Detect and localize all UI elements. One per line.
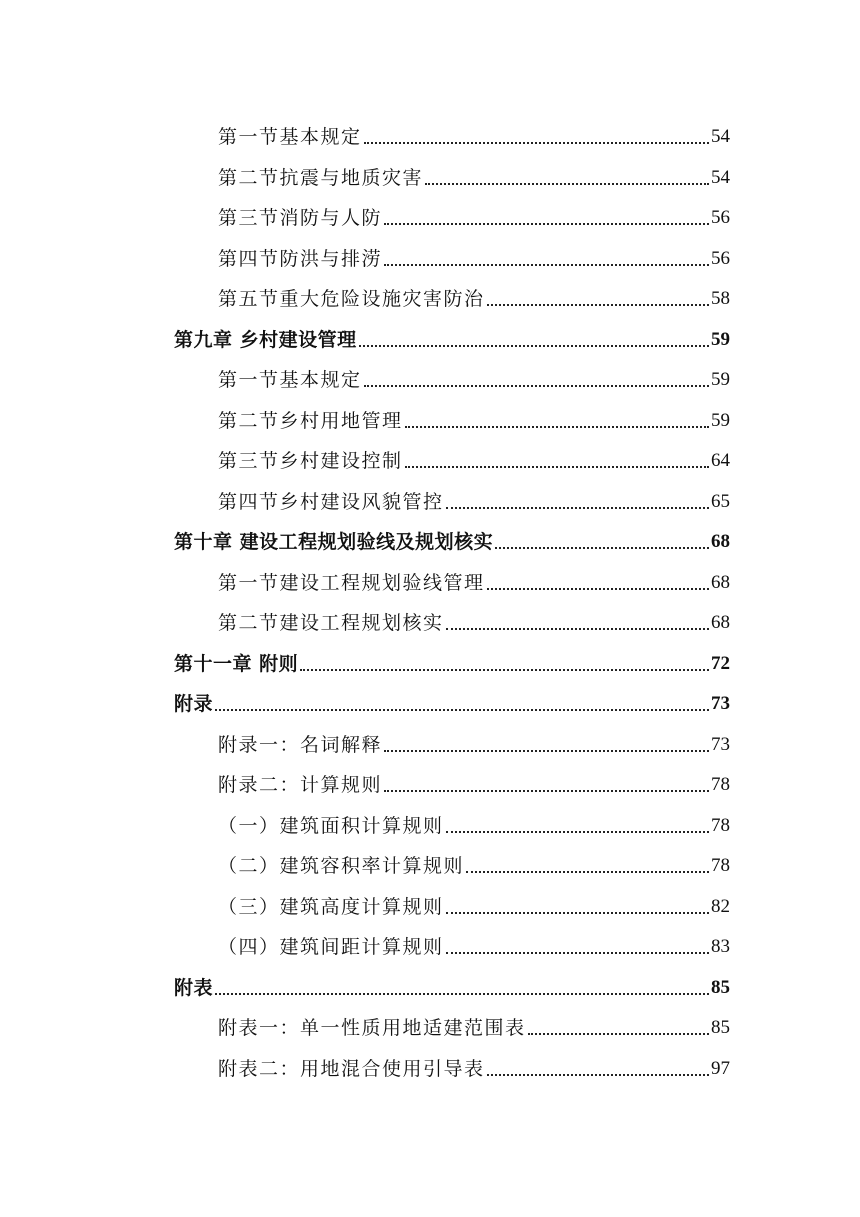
dot-leader [528, 1032, 709, 1035]
dot-leader [215, 708, 709, 711]
toc-entry[interactable] [218, 433, 730, 473]
toc-entry-page: 78 [711, 814, 730, 836]
dot-leader [446, 830, 709, 833]
toc-entry-title: 第一节基本规定 [218, 126, 362, 148]
toc-entry-page: 65 [711, 490, 730, 512]
toc-entry[interactable] [218, 352, 730, 392]
dot-leader [446, 627, 709, 630]
toc-entry-page: 59 [711, 409, 730, 431]
toc-entry[interactable] [218, 190, 730, 230]
toc-entry-title: （一）建筑面积计算规则 [218, 814, 444, 837]
toc-entry[interactable] [218, 838, 730, 878]
toc-entry-page: 68 [711, 531, 730, 552]
dot-leader [487, 303, 709, 306]
toc-entry-title: 附表二：用地混合使用引导表 [218, 1057, 485, 1080]
toc-entry-page: 85 [711, 976, 730, 998]
toc-entry-title: 第三节乡村建设控制 [218, 450, 403, 472]
toc-chapter-entry[interactable] [174, 960, 730, 1000]
toc-entry-page: 56 [711, 207, 730, 228]
toc-entry-page: 73 [711, 733, 730, 755]
dot-leader [425, 182, 709, 185]
toc-entry[interactable] [218, 595, 730, 635]
dot-leader [384, 222, 709, 225]
toc-entry-title: 第十一章 附则 [174, 652, 299, 675]
toc-entry-page: 54 [711, 126, 730, 147]
toc-chapter-entry[interactable] [174, 636, 730, 676]
toc-entry[interactable] [218, 717, 730, 757]
dot-leader [487, 1073, 709, 1076]
toc-entry-page: 73 [711, 693, 730, 714]
dot-leader [405, 425, 709, 428]
toc-entry-page: 82 [711, 895, 730, 917]
toc-entry-page: 68 [711, 612, 730, 633]
toc-entry-title: 第九章 乡村建设管理 [174, 328, 357, 351]
toc-chapter-entry[interactable] [174, 676, 730, 716]
toc-entry[interactable] [218, 555, 730, 595]
toc-entry-title: 附表 [174, 976, 214, 999]
toc-entry[interactable] [218, 879, 730, 919]
toc-entry-title: 附录 [174, 693, 214, 715]
toc-entry-page: 58 [711, 288, 730, 309]
toc-entry[interactable] [218, 109, 730, 149]
toc-entry-page: 59 [711, 328, 730, 350]
toc-entry-page: 83 [711, 936, 730, 957]
toc-entry-page: 64 [711, 450, 730, 471]
toc-entry-title: 第三节消防与人防 [218, 207, 383, 229]
toc-entry[interactable] [218, 150, 730, 190]
toc-entry-page: 54 [711, 166, 730, 188]
toc-entry[interactable] [218, 919, 730, 959]
dot-leader [215, 992, 709, 995]
toc-entry-title: 附录一：名词解释 [218, 733, 383, 756]
toc-entry-title: （三）建筑高度计算规则 [218, 895, 444, 918]
toc-entry-title: 附表一：单一性质用地适建范围表 [218, 1017, 526, 1039]
toc-entry-title: 第二节抗震与地质灾害 [218, 166, 424, 189]
toc-entry[interactable] [218, 231, 730, 271]
toc-entry-title: （四）建筑间距计算规则 [218, 936, 444, 958]
toc-entry[interactable] [218, 271, 730, 311]
toc-entry[interactable] [218, 757, 730, 797]
toc-entry[interactable] [218, 1000, 730, 1040]
toc-entry-page: 72 [711, 652, 730, 674]
dot-leader [446, 911, 709, 914]
dot-leader [364, 141, 709, 144]
toc-entry[interactable] [218, 474, 730, 514]
dot-leader [384, 749, 709, 752]
toc-entry-page: 56 [711, 247, 730, 269]
toc-entry[interactable] [218, 393, 730, 433]
dot-leader [300, 668, 709, 671]
toc-entry-title: 第十章 建设工程规划验线及规划核实 [174, 531, 494, 553]
dot-leader [359, 344, 709, 347]
toc-entry-page: 68 [711, 571, 730, 593]
toc-entry-page: 85 [711, 1017, 730, 1038]
dot-leader [364, 384, 709, 387]
toc-chapter-entry[interactable] [174, 312, 730, 352]
toc-entry-title: 第二节乡村用地管理 [218, 409, 403, 432]
dot-leader [495, 546, 709, 549]
dot-leader [384, 789, 709, 792]
toc-entry-title: 第一节基本规定 [218, 369, 362, 391]
dot-leader [446, 951, 709, 954]
toc-entry-page: 78 [711, 774, 730, 795]
toc-entry-page: 78 [711, 855, 730, 876]
dot-leader [446, 506, 709, 509]
toc-chapter-entry[interactable] [174, 514, 730, 554]
toc-entry-title: 第四节乡村建设风貌管控 [218, 490, 444, 513]
toc-entry-title: 第四节防洪与排涝 [218, 247, 383, 270]
dot-leader [487, 587, 709, 590]
toc-entry-page: 97 [711, 1057, 730, 1079]
toc-entry-title: 附录二：计算规则 [218, 774, 383, 796]
dot-leader [466, 870, 709, 873]
toc-entry-page: 59 [711, 369, 730, 390]
dot-leader [405, 465, 709, 468]
toc-entry-title: 第一节建设工程规划验线管理 [218, 571, 485, 594]
toc-entry-title: 第五节重大危险设施灾害防治 [218, 288, 485, 310]
toc-entry[interactable] [218, 1041, 730, 1081]
toc-entry[interactable] [218, 798, 730, 838]
toc-entry-title: 第二节建设工程规划核实 [218, 612, 444, 634]
dot-leader [384, 263, 709, 266]
toc-entry-title: （二）建筑容积率计算规则 [218, 855, 465, 877]
